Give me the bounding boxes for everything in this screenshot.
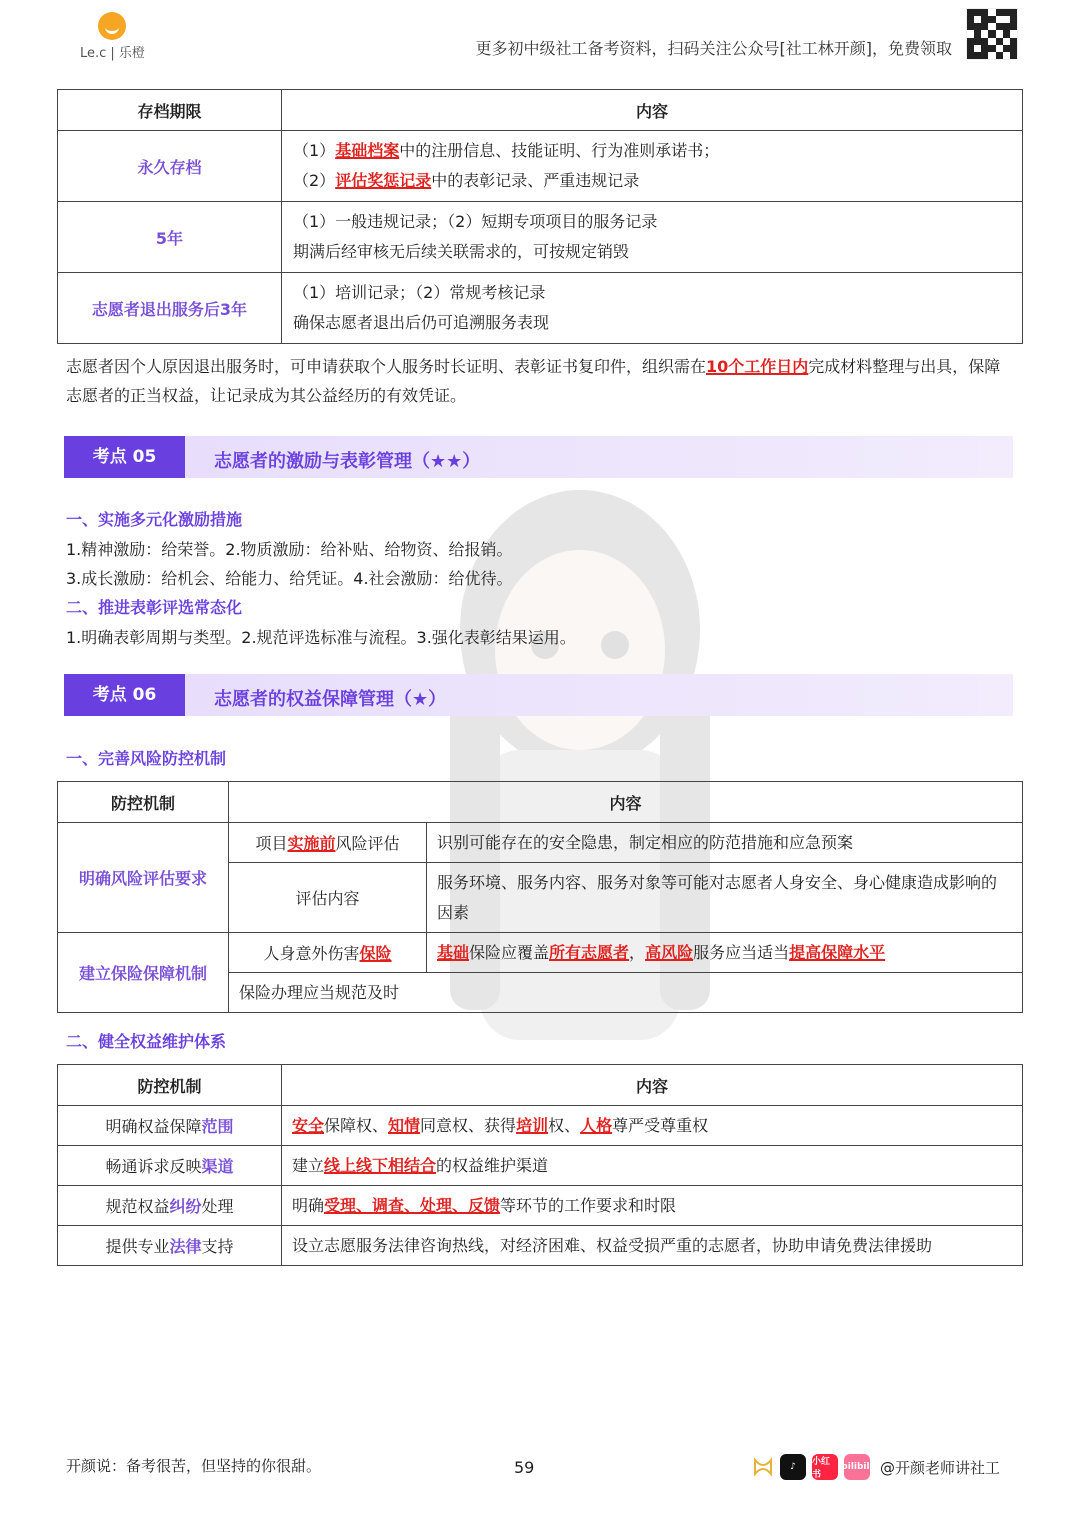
promo-text: 更多初中级社工备考资料，扫码关注公众号[社工林开颜]，免费领取: [475, 39, 952, 58]
item-cell: 规范权益纠纷处理: [58, 1186, 282, 1226]
table-row: [58, 933, 1023, 973]
social-handle: @开颜老师讲社工: [880, 1458, 1001, 1477]
subheading: 二、健全权益维护体系: [66, 1032, 227, 1051]
value-cell: 识别可能存在的安全隐患，制定相应的防范措施和应急预案: [427, 823, 1023, 863]
qr-code-icon[interactable]: [966, 8, 1018, 60]
xiaohongshu-icon[interactable]: 小红书: [812, 1454, 838, 1480]
item-cell: 人身意外伤害保险: [229, 933, 427, 973]
period-cell: 5年: [58, 202, 282, 273]
table-row: [58, 1106, 1023, 1146]
subheading: 一、实施多元化激励措施: [66, 510, 243, 529]
value-cell: 明确受理、调查、处理、反馈等环节的工作要求和时限: [282, 1186, 1023, 1226]
section-06-tag: 考点 06: [64, 674, 185, 716]
table-header-content: 内容: [282, 1065, 1023, 1106]
section-05-tag: 考点 05: [64, 436, 185, 478]
ribbon-icon[interactable]: [752, 1456, 774, 1478]
logo-text: Le.c | 乐橙: [80, 46, 145, 61]
table-row: [58, 1146, 1023, 1186]
value-cell: 服务环境、服务内容、服务对象等可能对志愿者人身安全、身心健康造成影响的因素: [427, 863, 1023, 933]
value-cell: 建立线上线下相结合的权益维护渠道: [282, 1146, 1023, 1186]
item-cell: 提供专业法律支持: [58, 1226, 282, 1266]
brand-logo: [80, 12, 160, 62]
value-cell: 基础保险应覆盖所有志愿者，高风险服务应当适当提高保障水平: [427, 933, 1023, 973]
rights-protection-table: [57, 1064, 1023, 1266]
value-cell: 安全保障权、知情同意权、获得培训权、人格尊严受尊重权: [282, 1106, 1023, 1146]
text-line: 3.成长激励：给机会、给能力、给凭证。4.社会激励：给优待。: [66, 569, 513, 588]
table-header-mechanism: 防控机制: [58, 782, 229, 823]
table-header-mechanism: 防控机制: [58, 1065, 282, 1106]
content-cell: （1）基础档案中的注册信息、技能证明、行为准则承诺书； （2）评估奖惩记录中的表彰记录、严重违规记录: [282, 131, 1023, 202]
table-row: [58, 202, 1023, 273]
subheading: 一、完善风险防控机制: [66, 749, 227, 768]
social-links: [752, 1452, 1000, 1482]
table-header-content: 内容: [282, 90, 1023, 131]
content-cell: （1）一般违规记录；（2）短期专项项目的服务记录 期满后经审核无后续关联需求的，可按规定销毁: [282, 202, 1023, 273]
sun-logo-icon: [98, 12, 126, 40]
table-header-period: 存档期限: [58, 90, 282, 131]
tiktok-icon[interactable]: ♪: [780, 1454, 806, 1480]
period-cell: 永久存档: [58, 131, 282, 202]
bilibili-icon[interactable]: bilibili: [844, 1454, 870, 1480]
item-cell: 项目实施前风险评估: [229, 823, 427, 863]
table-row: [58, 823, 1023, 863]
group-cell: 明确风险评估要求: [58, 823, 229, 933]
section-05-header: [64, 436, 1013, 478]
item-cell: 明确权益保障范围: [58, 1106, 282, 1146]
section-06-title: 志愿者的权益保障管理（★）: [214, 689, 447, 710]
risk-control-table: [57, 781, 1023, 1013]
table-row: [58, 273, 1023, 344]
archive-period-table: [57, 89, 1023, 344]
item-cell: 评估内容: [229, 863, 427, 933]
item-cell: 畅通诉求反映渠道: [58, 1146, 282, 1186]
table-header-content: 内容: [229, 782, 1023, 823]
period-cell: 志愿者退出服务后3年: [58, 273, 282, 344]
table-row: [58, 1226, 1023, 1266]
value-cell: 设立志愿服务法律咨询热线，对经济困难、权益受损严重的志愿者，协助申请免费法律援助: [282, 1226, 1023, 1266]
page-number: 59: [514, 1458, 535, 1477]
subheading: 二、推进表彰评选常态化: [66, 598, 243, 617]
table-row: [58, 131, 1023, 202]
text-line: 1.明确表彰周期与类型。2.规范评选标准与流程。3.强化表彰结果运用。: [66, 628, 576, 647]
section-06-header: [64, 674, 1013, 716]
page-header: [0, 0, 1080, 70]
table-row: [58, 1186, 1023, 1226]
exit-service-paragraph: 志愿者因个人原因退出服务时，可申请获取个人服务时长证明、表彰证书复印件，组织需在10个工作日内完成材料整理与出具，保障志愿者的正当权益，让记录成为其公益经历的有效凭证。: [66, 357, 1001, 405]
content-cell: （1）培训记录；（2）常规考核记录 确保志愿者退出后仍可追溯服务表现: [282, 273, 1023, 344]
group-cell: 建立保险保障机制: [58, 933, 229, 1013]
footer-motto: 开颜说：备考很苦，但坚持的你很甜。: [66, 1457, 322, 1475]
section-05-title: 志愿者的激励与表彰管理（★★）: [214, 451, 481, 472]
text-line: 1.精神激励：给荣誉。2.物质激励：给补贴、给物资、给报销。: [66, 540, 513, 559]
value-cell: 保险办理应当规范及时: [229, 973, 1023, 1013]
